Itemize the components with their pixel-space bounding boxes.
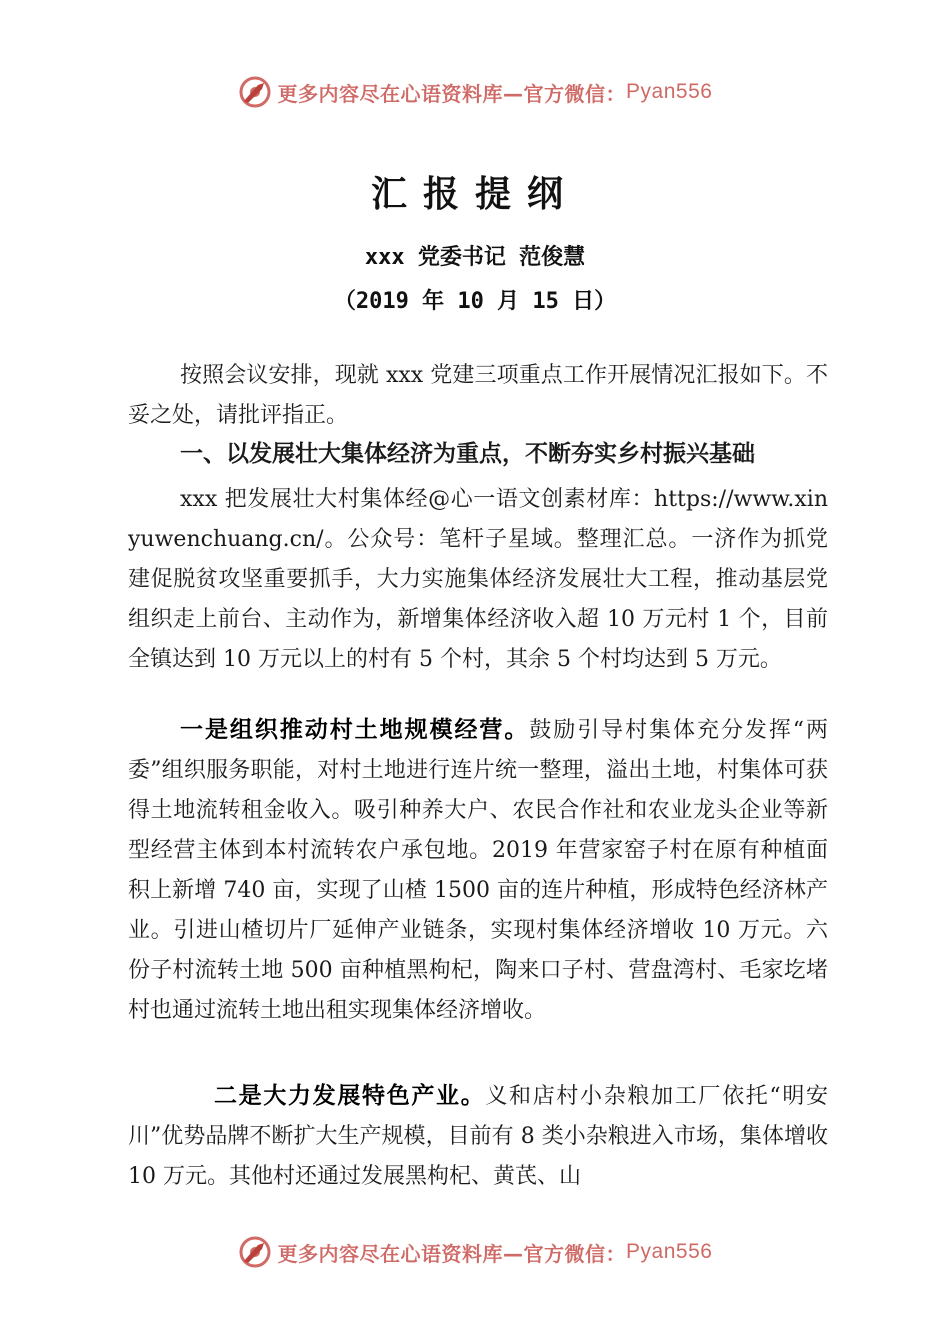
watermark-text: 更多内容尽在心语资料库—官方微信： [277, 81, 627, 106]
land-management-text: 鼓励引导村集体充分发挥“两委”组织服务职能，对村土地进行连片统一整理，溢出土地，村集体可获得土地流转租金收入。吸引种养大户、农民合作社和农业龙头企业等新型经营主体到本村流转农户承包地。2019 年营家窑子村在原有种植面积上新增 740 亩，实现了山楂 1500 亩的连片种植，形成特色经济林产业。引进山楂切片厂延伸产业链条，实现村集体经济增收 10 万元。六份子村流转土地 500 亩种植黑枸杞，陶来口子村、营盘湾村、毛家圪堵村也通过流转土地出租实现集体经济增收。 [128, 718, 828, 1023]
section-1-paragraph: xxx 把发展壮大村集体经@心一语文创素材库：https://www.xinyuwenchuang.cn/。公众号：笔杆子星域。整理汇总。一济作为抓党建促脱贫攻坚重要抓手，大力实施集体经济发展壮大工程，推动基层党组织走上前台、主动作为，新增集体经济收入超 10 万元村 1 个，目前全镇达到 10 万元以上的村有 5 个村，其余 5 个村均达到 5 万元。 [128, 487, 828, 672]
specialty-industry-lead: 二是大力发展特色产业。 [214, 1083, 486, 1109]
watermark-footer [0, 1232, 950, 1272]
date-line: （2019 年 10 月 15 日） [333, 289, 617, 314]
intro-paragraph: 按照会议安排，现就 xxx 党建三项重点工作开展情况汇报如下。不妥之处，请批评指正。 [128, 363, 828, 428]
author-line: xxx 党委书记 范俊慧 [364, 245, 586, 270]
watermark-header [0, 72, 950, 112]
specialty-industry-text: 义和店村小杂粮加工厂依托“明安川”优势品牌不断扩大生产规模，目前有 8 类小杂粮进入市场，集体增收 10 万元。其他村还通过发展黑枸杞、黄芪、山 [128, 1084, 829, 1189]
watermark-wechat-id: Pyan556 [626, 80, 713, 103]
specialty-industry-paragraph [128, 1076, 828, 1197]
wheel-logo-icon [238, 75, 272, 109]
section-1-heading: 一、以发展壮大集体经济为重点，不断夯实乡村振兴基础 [180, 441, 755, 467]
wheel-logo-icon [238, 1235, 272, 1269]
watermark-wechat-id: Pyan556 [626, 1240, 713, 1263]
watermark-text: 更多内容尽在心语资料库—官方微信： [277, 1241, 627, 1266]
land-management-paragraph [128, 710, 828, 1031]
document-title: 汇报提纲 [370, 174, 579, 215]
land-management-lead: 一是组织推动村土地规模经营。 [180, 717, 530, 743]
